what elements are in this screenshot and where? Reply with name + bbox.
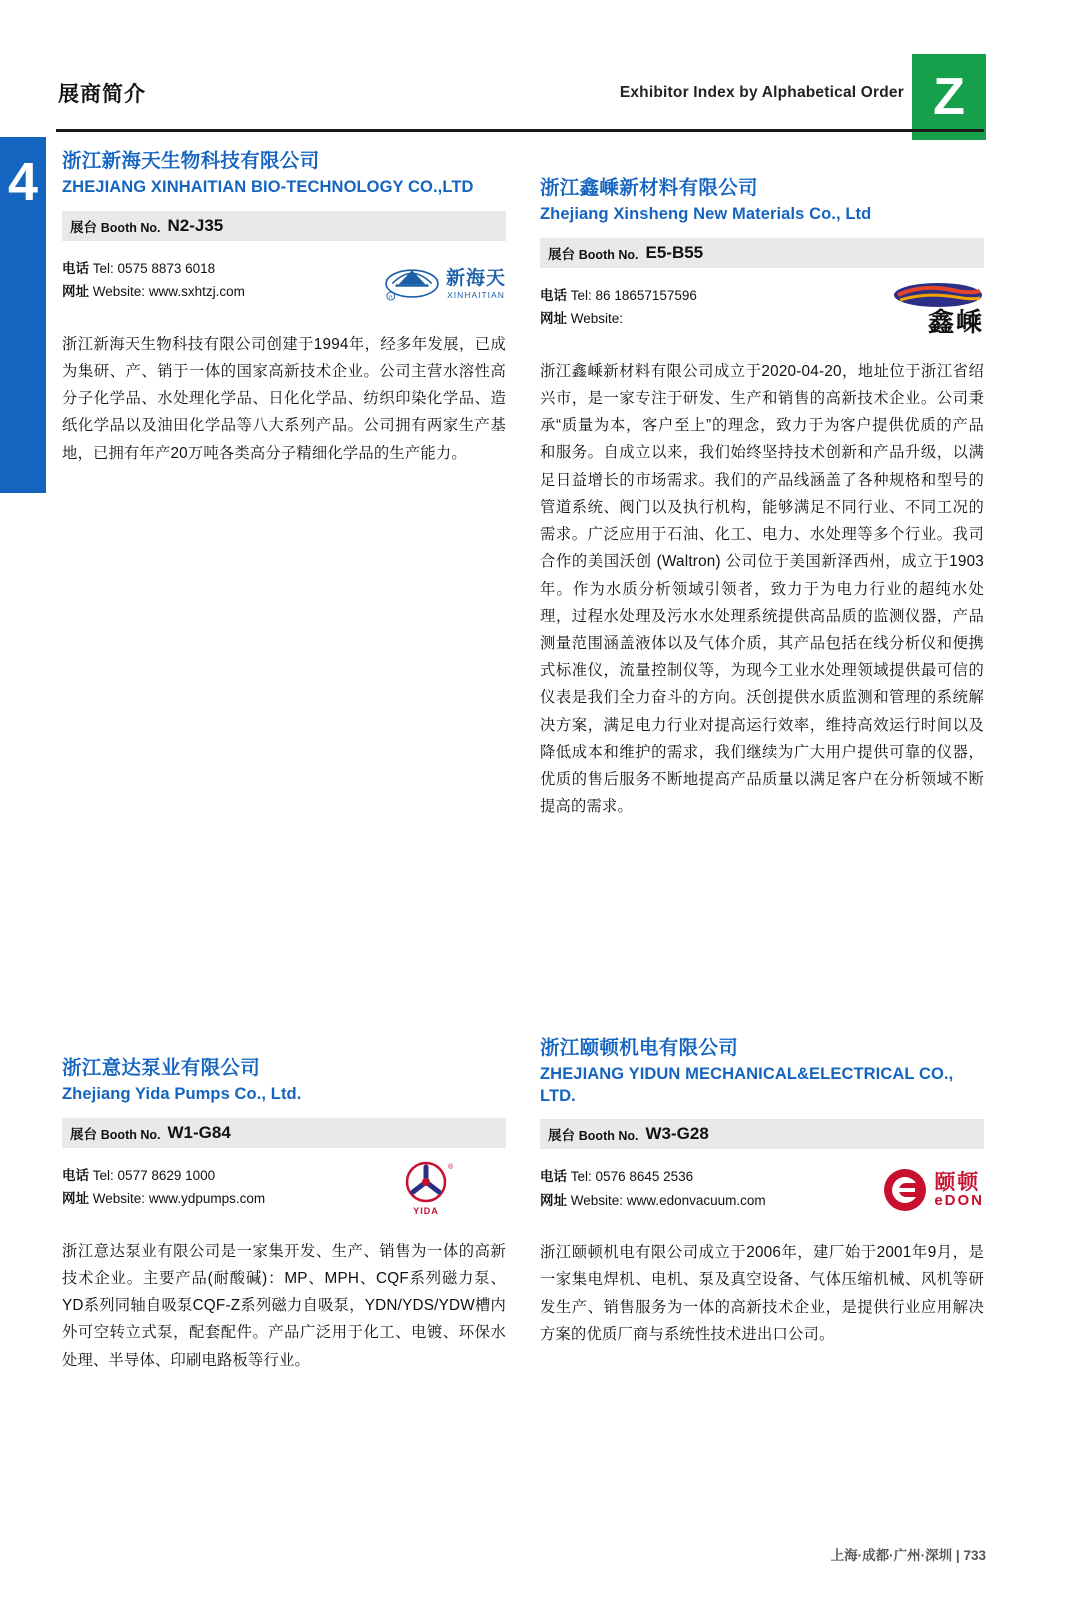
- exhibitor-name-en: Zhejiang Yida Pumps Co., Ltd.: [62, 1085, 302, 1104]
- website-line: 网址 Website:: [540, 311, 624, 327]
- booth-bar: [62, 211, 506, 241]
- booth-number: N2-J35: [167, 215, 224, 235]
- exhibitor-name-en: ZHEJIANG XINHAITIAN BIO-TECHNOLOGY CO.,LTD: [62, 178, 474, 197]
- xinsheng-logo-icon: [892, 282, 984, 308]
- tel-value: 0575 8873 6018: [117, 260, 216, 276]
- contact-block: [62, 257, 506, 319]
- edon-logo-icon: [882, 1167, 928, 1213]
- booth-label: 展台 Booth No.: [70, 1126, 161, 1142]
- booth-number: E5-B55: [645, 242, 704, 262]
- website-value: www.sxhtzj.com: [148, 284, 245, 300]
- tel-line: 电话 Tel: 0575 8873 6018: [62, 260, 216, 276]
- svg-text:®: ®: [448, 1164, 454, 1172]
- exhibitor-entry: [540, 1035, 984, 1348]
- logo-text-cn: 新海天: [445, 268, 506, 290]
- exhibitor-logo: [346, 1158, 506, 1220]
- exhibitor-name-cn: 浙江鑫嵊新材料有限公司: [540, 177, 758, 199]
- exhibitor-entry: [540, 175, 984, 820]
- header-subtitle: Exhibitor Index by Alphabetical Order: [619, 84, 904, 101]
- exhibitor-logo: [824, 278, 984, 340]
- logo-text-cn: 鑫嵊: [927, 307, 984, 337]
- website-value: www.edonvacuum.com: [626, 1192, 766, 1208]
- exhibitor-name-cn: 浙江颐顿机电有限公司: [540, 1037, 739, 1059]
- booth-bar: [540, 1119, 984, 1149]
- booth-label: 展台 Booth No.: [548, 1128, 639, 1144]
- svg-text:R: R: [389, 294, 393, 300]
- logo-text-en: XINHAITIAN: [447, 290, 505, 301]
- booth-bar: [62, 1118, 506, 1148]
- yida-logo-icon: [398, 1161, 454, 1205]
- contact-block: [540, 284, 984, 346]
- exhibitor-name-en: ZHEJIANG YIDUN MECHANICAL&ELECTRICAL CO., LTD.: [540, 1065, 954, 1105]
- exhibitor-description: 浙江新海天生物科技有限公司创建于1994年，经多年发展，已成为集研、产、销于一体的国家高新技术企业。公司主营水溶性高分子化学品、水处理化学品、日化化学品、纺织印染化学品、造纸化学品以及油田化学品等八大系列产品。公司拥有两家生产基地，已拥有年产20万吨各类高分子精细化学品的生产能力。: [62, 335, 506, 462]
- exhibitor-description: 浙江鑫嵊新材料有限公司成立于2020-04-20，地址位于浙江省绍兴市，是一家专注于研发、生产和销售的高新技术企业。公司秉承“质量为本，客户至上”的理念，致力于为客户提供优质的产品和服务。自成立以来，我们始终坚持技术创新和产品升级，以满足日益增长的市场需求。我们的产品线涵盖了各种规格和型号的管道系统、阀门以及执行机构，能够满足不同行业、不同工况的需求。广泛应用于石油、化工、电力、水处理等多个行业。我司合作的美国沃创 (Waltron) 公司位于美国新泽西州，成立于1903年。作为水质分析领域引领者，致力于为电力行业的超纯水处理，过程水处理及污水水处理系统提供高品质的监测仪器，产品测量范围涵盖液体以及气体介质，其产品包括在线分析仪和便携式标准仪，流量控制仪等，为现今工业水处理领域提供最可信的仪表是我们全力奋斗的方向。沃创提供水质监测和管理的系统解决方案，满足电力行业对提高运行效率，维持高效运行时间以及降低成本和维护的需求，我们继续为广大用户提供可靠的仪器，优质的售后服务不断地提高产品质量以满足客户在分析领域不断提高的需求。: [540, 362, 984, 816]
- exhibitor-logo: [824, 1159, 984, 1221]
- header-divider: [56, 129, 984, 132]
- booth-label: 展台 Booth No.: [70, 219, 161, 235]
- exhibitor-logo: [346, 251, 506, 313]
- website-line: 网址 Website: www.sxhtzj.com: [62, 284, 245, 300]
- exhibitor-entry: [62, 1055, 506, 1374]
- contact-block: [540, 1165, 984, 1227]
- tel-value: 0577 8629 1000: [117, 1167, 216, 1183]
- logo-text-en: YIDA: [413, 1206, 439, 1217]
- website-value: www.ydpumps.com: [148, 1191, 266, 1207]
- exhibitor-name-cn: 浙江新海天生物科技有限公司: [62, 150, 320, 172]
- logo-text-en: eDON: [934, 1192, 984, 1210]
- exhibitor-name-en: Zhejiang Xinsheng New Materials Co., Ltd: [540, 205, 872, 224]
- booth-number: W3-G28: [645, 1124, 709, 1144]
- exhibitor-entry: [62, 148, 506, 467]
- footer-cities: 上海·成都·广州·深圳: [830, 1548, 953, 1563]
- booth-bar: [540, 238, 984, 268]
- alphabet-index-letter: Z: [912, 54, 986, 140]
- page-footer: [831, 1544, 986, 1564]
- exhibitor-description: 浙江颐顿机电有限公司成立于2006年，建厂始于2001年9月，是一家集电焊机、电机、泵及真空设备、气体压缩机械、风机等研发生产、销售服务为一体的高新技术企业，是提供行业应用解决方案的优质厂商与系统性技术进出口公司。: [540, 1244, 984, 1343]
- exhibitor-name-cn: 浙江意达泵业有限公司: [62, 1057, 261, 1079]
- page-title: 展商简介: [58, 83, 146, 106]
- page-number: 733: [963, 1548, 986, 1563]
- booth-number: W1-G84: [167, 1122, 231, 1142]
- section-tab-number: 4: [7, 152, 39, 212]
- tel-value: 86 18657157596: [595, 287, 697, 303]
- xinhaitian-logo-icon: [384, 260, 440, 304]
- tel-value: 0576 8645 2536: [595, 1169, 694, 1185]
- website-line: 网址 Website: www.edonvacuum.com: [540, 1192, 766, 1208]
- tel-line: 电话 Tel: 86 18657157596: [540, 287, 697, 303]
- contact-block: [62, 1164, 506, 1226]
- page-header: [0, 60, 1066, 132]
- tel-line: 电话 Tel: 0576 8645 2536: [540, 1169, 694, 1185]
- tel-line: 电话 Tel: 0577 8629 1000: [62, 1167, 216, 1183]
- logo-text-cn: 颐顿: [934, 1170, 981, 1195]
- booth-label: 展台 Booth No.: [548, 246, 639, 262]
- website-line: 网址 Website: www.ydpumps.com: [62, 1191, 266, 1207]
- footer-separator: |: [955, 1548, 960, 1563]
- exhibitor-description: 浙江意达泵业有限公司是一家集开发、生产、销售为一体的高新技术企业。主要产品(耐酸碱)：MP、MPH、CQF系列磁力泵、YD系列同轴自吸泵CQF-Z系列磁力自吸泵，YDN/YDS/YDW槽内外可空转立式泵，配套配件。产品广泛用于化工、电镀、环保水处理、半导体、印刷电路板等行业。: [62, 1242, 506, 1369]
